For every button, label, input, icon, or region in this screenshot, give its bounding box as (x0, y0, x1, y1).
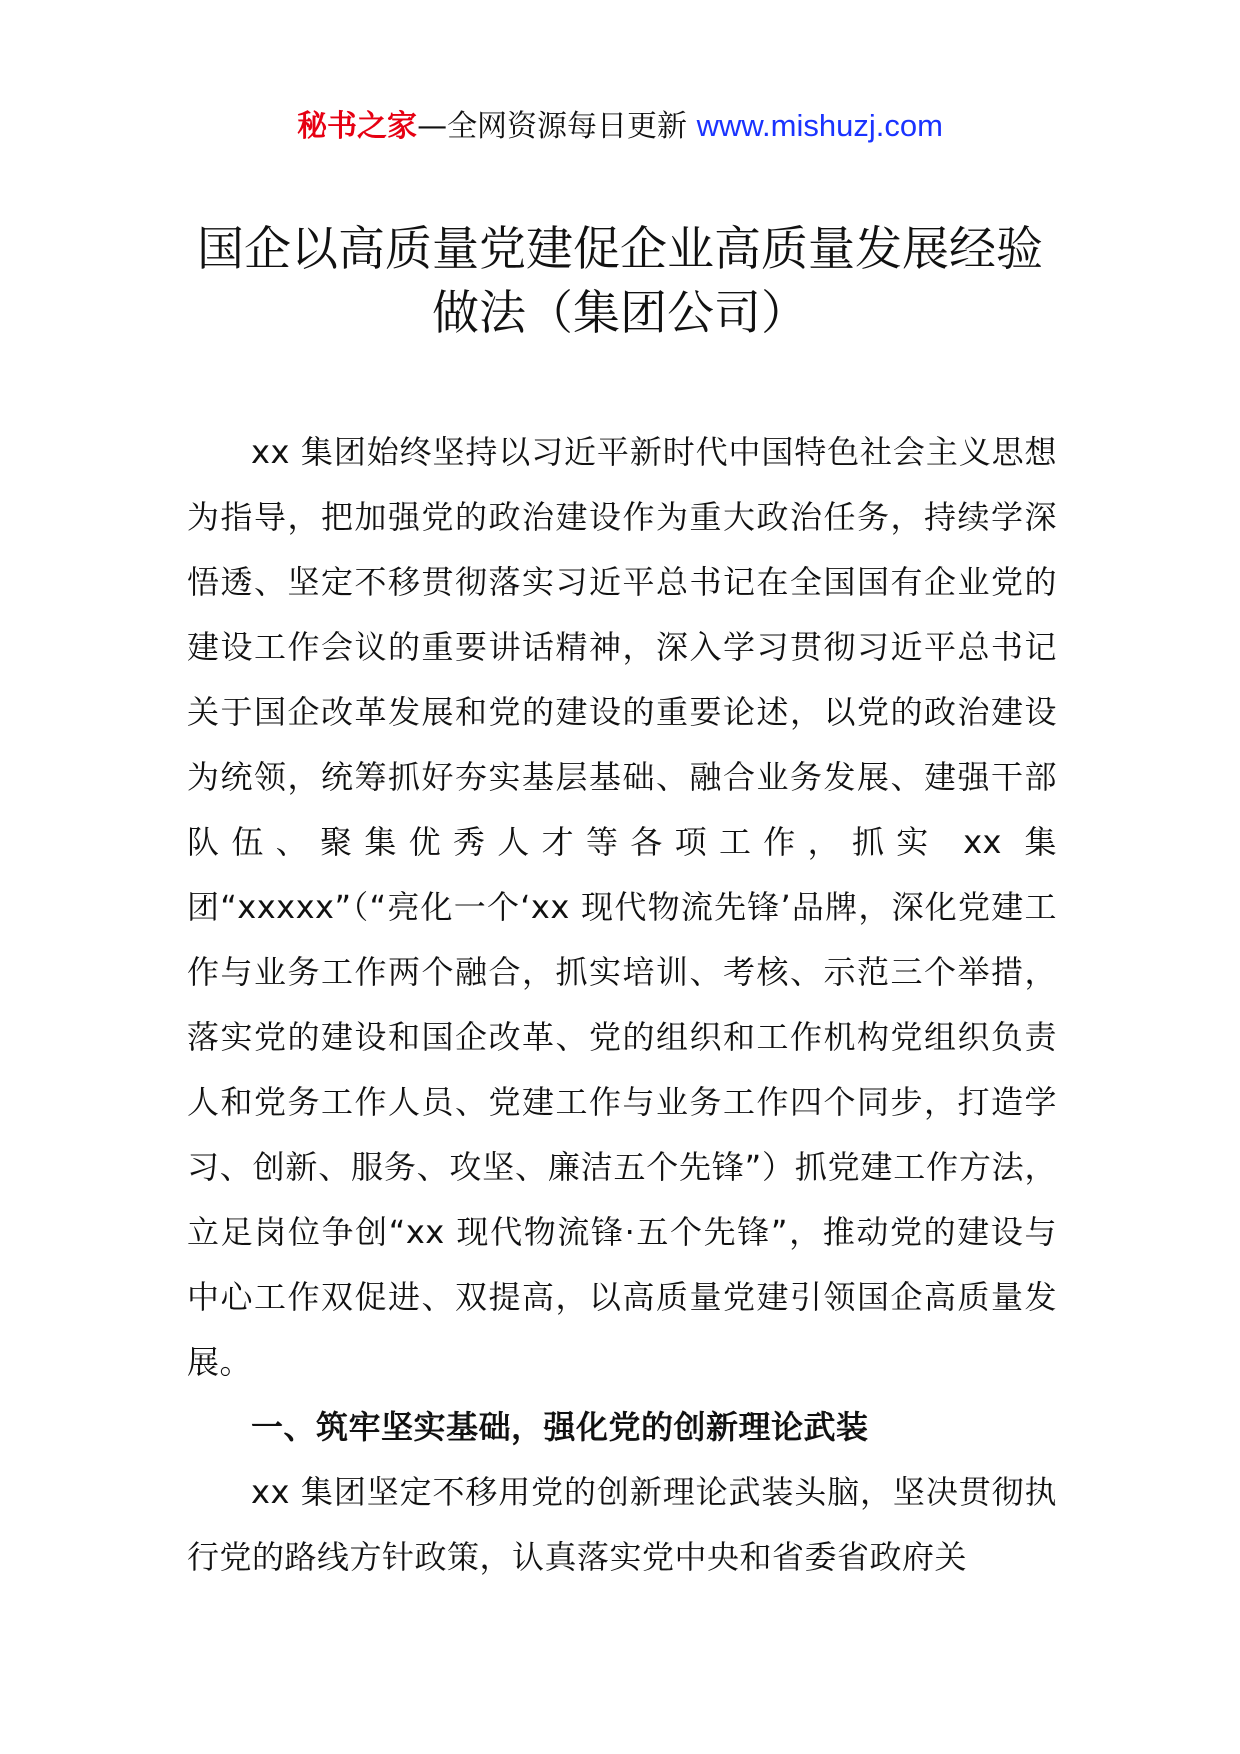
document-body (187, 420, 1057, 1590)
intro-paragraph: xx 集团始终坚持以习近平新时代中国特色社会主义思想为指导，把加强党的政治建设作为重大政治任务，持续学深悟透、坚定不移贯彻落实习近平总书记在全国国有企业党的建设工作会议的重要讲话精神，深入学习贯彻习近平总书记关于国企改革发展和党的建设的重要论述，以党的政治建设为统领，统筹抓好夯实基层基础、融合业务发展、建强干部队伍、聚集优秀人才等各项工作，抓实 xx 集团“xxxxx”（“亮化一个‘xx 现代物流先锋’品牌，深化党建工作与业务工作两个融合，抓实培训、考核、示范三个举措，落实党的建设和国企改革、党的组织和工作机构党组织负责人和党务工作人员、党建工作与业务工作四个同步，打造学习、创新、服务、攻坚、廉洁五个先锋”）抓党建工作方法，立足岗位争创“xx 现代物流锋·五个先锋”，推动党的建设与中心工作双促进、双提高，以高质量党建引领国企高质量发展。 (187, 433, 1057, 1381)
site-url-link[interactable]: www.mishuzj.com (696, 108, 943, 143)
document-title (150, 218, 1090, 346)
section-1-paragraph: xx 集团坚定不移用党的创新理论武装头脑，坚决贯彻执行党的路线方针政策，认真落实党中央和省委省政府关 (187, 1473, 1057, 1576)
document-title-line-1: 国企以高质量党建促企业高质量发展经验 (197, 222, 1043, 277)
section-heading-1: 一、筑牢坚实基础，强化党的创新理论武装 (251, 1408, 869, 1446)
site-slogan: —全网资源每日更新 (417, 109, 697, 144)
document-title-line-2: 做法（集团公司） (432, 286, 808, 341)
site-name: 秘书之家 (297, 109, 418, 144)
site-header (0, 104, 1240, 149)
